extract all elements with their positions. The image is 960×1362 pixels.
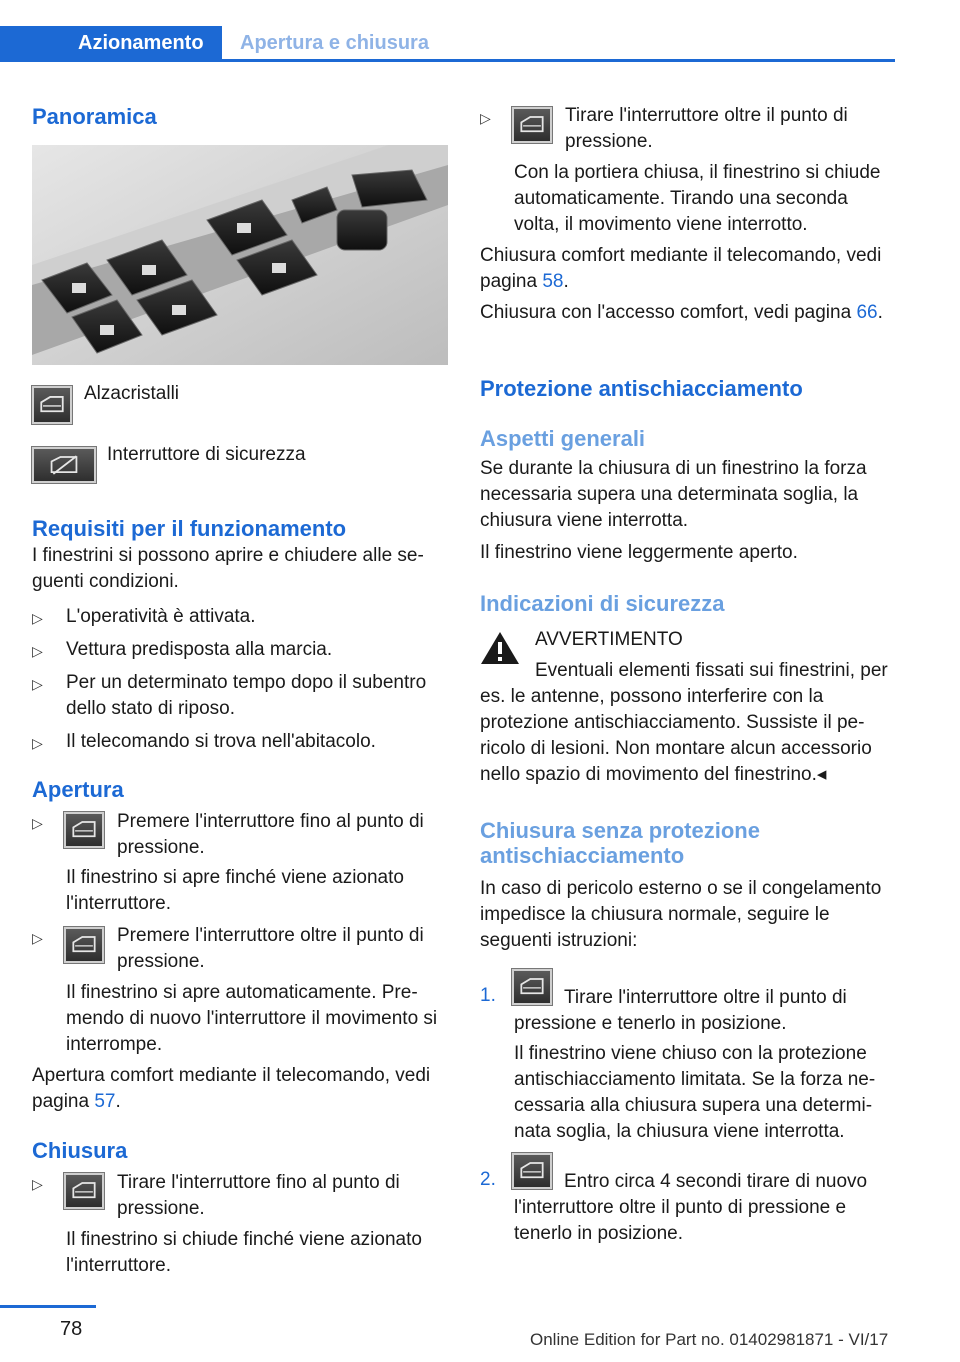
step-1-sub: Il finestrino viene chiuso con la protezione antischiacciamento limitata. Se la forza necessaria alla chiusura supera una determinata soglia, la chiusura viene interrotta. xyxy=(514,1043,876,1142)
sicurezza-heading: Indicazioni di sicurezza xyxy=(480,591,725,616)
requisiti-text: I finestrini si possono aprire e chiudere alle seguenti condizioni. xyxy=(32,545,424,592)
requisiti-item: Per un determinato tempo dopo il subentro dello stato di riposo. xyxy=(66,672,427,719)
aspetti-text-2: Il finestrino viene leggermente aperto. xyxy=(480,542,798,563)
edition-text: Online Edition for Part no. 01402981871 - VI/17 xyxy=(530,1330,889,1349)
window-switch-photo xyxy=(32,145,448,365)
chiusura-item-1-sub: Il finestrino si chiude finché viene azionato l'interruttore. xyxy=(66,1229,422,1276)
apertura-item-1: Premere l'interruttore fino al punto di pressione. xyxy=(117,811,424,858)
page-link-57[interactable]: 57 xyxy=(94,1091,116,1112)
footer-line xyxy=(0,1305,96,1308)
requisiti-item: L'operatività è attivata. xyxy=(66,606,256,627)
bullet-triangle-icon: ▷ xyxy=(32,676,43,692)
page-link-66[interactable]: 66 xyxy=(856,302,878,323)
warning-text: Eventuali elementi fissati sui finestrini, per es. le antenne, possono interferire con la protezione antischiacciamento. Sussiste il pericolo di lesioni. Non montare alcun accessorio nello spazio di movimento del finestrino.◂ xyxy=(480,660,888,785)
senza-heading: Chiusura senza protezione antischiacciamento xyxy=(480,818,760,868)
warning-label: AVVERTIMENTO xyxy=(535,629,683,650)
bullet-triangle-icon: ▷ xyxy=(32,930,43,946)
chiusura-item-2-sub: Con la portiera chiusa, il finestrino si chiude automaticamente. Tirando una seconda volta, il movimento viene interrotto. xyxy=(514,162,881,235)
bullet-triangle-icon: ▷ xyxy=(480,110,491,126)
page-header xyxy=(0,0,895,62)
senza-text: In caso di pericolo esterno o se il congelamento impedisce la chiusura normale, seguire le seguenti istruzioni: xyxy=(480,878,882,951)
bullet-triangle-icon: ▷ xyxy=(32,610,43,626)
apertura-comfort-text: Apertura comfort mediante il telecomando, vedi pagina 57. xyxy=(32,1065,431,1112)
step-number: 1. xyxy=(480,985,496,1006)
chiusura-item-1: Tirare l'interruttore fino al punto di pressione. xyxy=(117,1172,400,1219)
bullet-triangle-icon: ▷ xyxy=(32,815,43,831)
requisiti-heading: Requisiti per il funzionamento xyxy=(32,516,347,541)
page-number: 78 xyxy=(60,1318,83,1340)
apertura-item-2-sub: Il finestrino si apre automaticamente. Premendo di nuovo l'interruttore il movimento si interrompe. xyxy=(66,982,438,1055)
bullet-triangle-icon: ▷ xyxy=(32,1176,43,1192)
protezione-heading: Protezione antischiacciamento xyxy=(480,376,803,401)
legend-label-alzacristalli: Alzacristalli xyxy=(84,383,180,404)
section-tab[interactable]: Azionamento xyxy=(0,26,222,62)
step-1-text: Tirare l'interruttore oltre il punto di pressione e tenerlo in posizione. xyxy=(514,987,847,1034)
window-lift-icon xyxy=(512,107,552,143)
chiusura-comfort-text: Chiusura comfort mediante il telecomando, vedi pagina 58. xyxy=(480,245,882,292)
apertura-item-2: Premere l'interruttore oltre il punto di pressione. xyxy=(117,925,424,972)
chiusura-heading: Chiusura xyxy=(32,1138,128,1163)
page-link-58[interactable]: 58 xyxy=(542,271,564,292)
window-lift-icon xyxy=(32,386,72,424)
step-number: 2. xyxy=(480,1169,496,1190)
apertura-item-1-sub: Il finestrino si apre finché viene azionato l'interruttore. xyxy=(66,867,404,914)
aspetti-heading: Aspetti generali xyxy=(480,426,646,451)
window-lift-icon xyxy=(64,1173,104,1209)
chiusura-item-2: Tirare l'interruttore oltre il punto di pressione. xyxy=(565,105,848,152)
safety-switch-icon xyxy=(32,447,96,483)
requisiti-item: Vettura predisposta alla marcia. xyxy=(66,639,333,660)
panoramica-heading: Panoramica xyxy=(32,104,157,129)
window-lift-icon xyxy=(64,812,104,848)
chiusura-accesso-text: Chiusura con l'accesso comfort, vedi pagina 66. xyxy=(480,302,883,323)
aspetti-text: Se durante la chiusura di un finestrino la forza necessaria supera una determinata soglia, la chiusura viene interrotta. xyxy=(480,458,867,531)
window-lift-icon xyxy=(64,927,104,963)
legend-label-sicurezza: Interruttore di sicurezza xyxy=(107,444,306,465)
requisiti-item: Il telecomando si trova nell'abitacolo. xyxy=(66,731,376,752)
apertura-heading: Apertura xyxy=(32,777,124,802)
bullet-triangle-icon: ▷ xyxy=(32,735,43,751)
subsection-tab[interactable]: Apertura e chiusura xyxy=(240,32,429,54)
step-2-text: Entro circa 4 secondi tirare di nuovo l'interruttore oltre il punto di pressione e tenerlo in posizione. xyxy=(514,1171,868,1244)
bullet-triangle-icon: ▷ xyxy=(32,643,43,659)
